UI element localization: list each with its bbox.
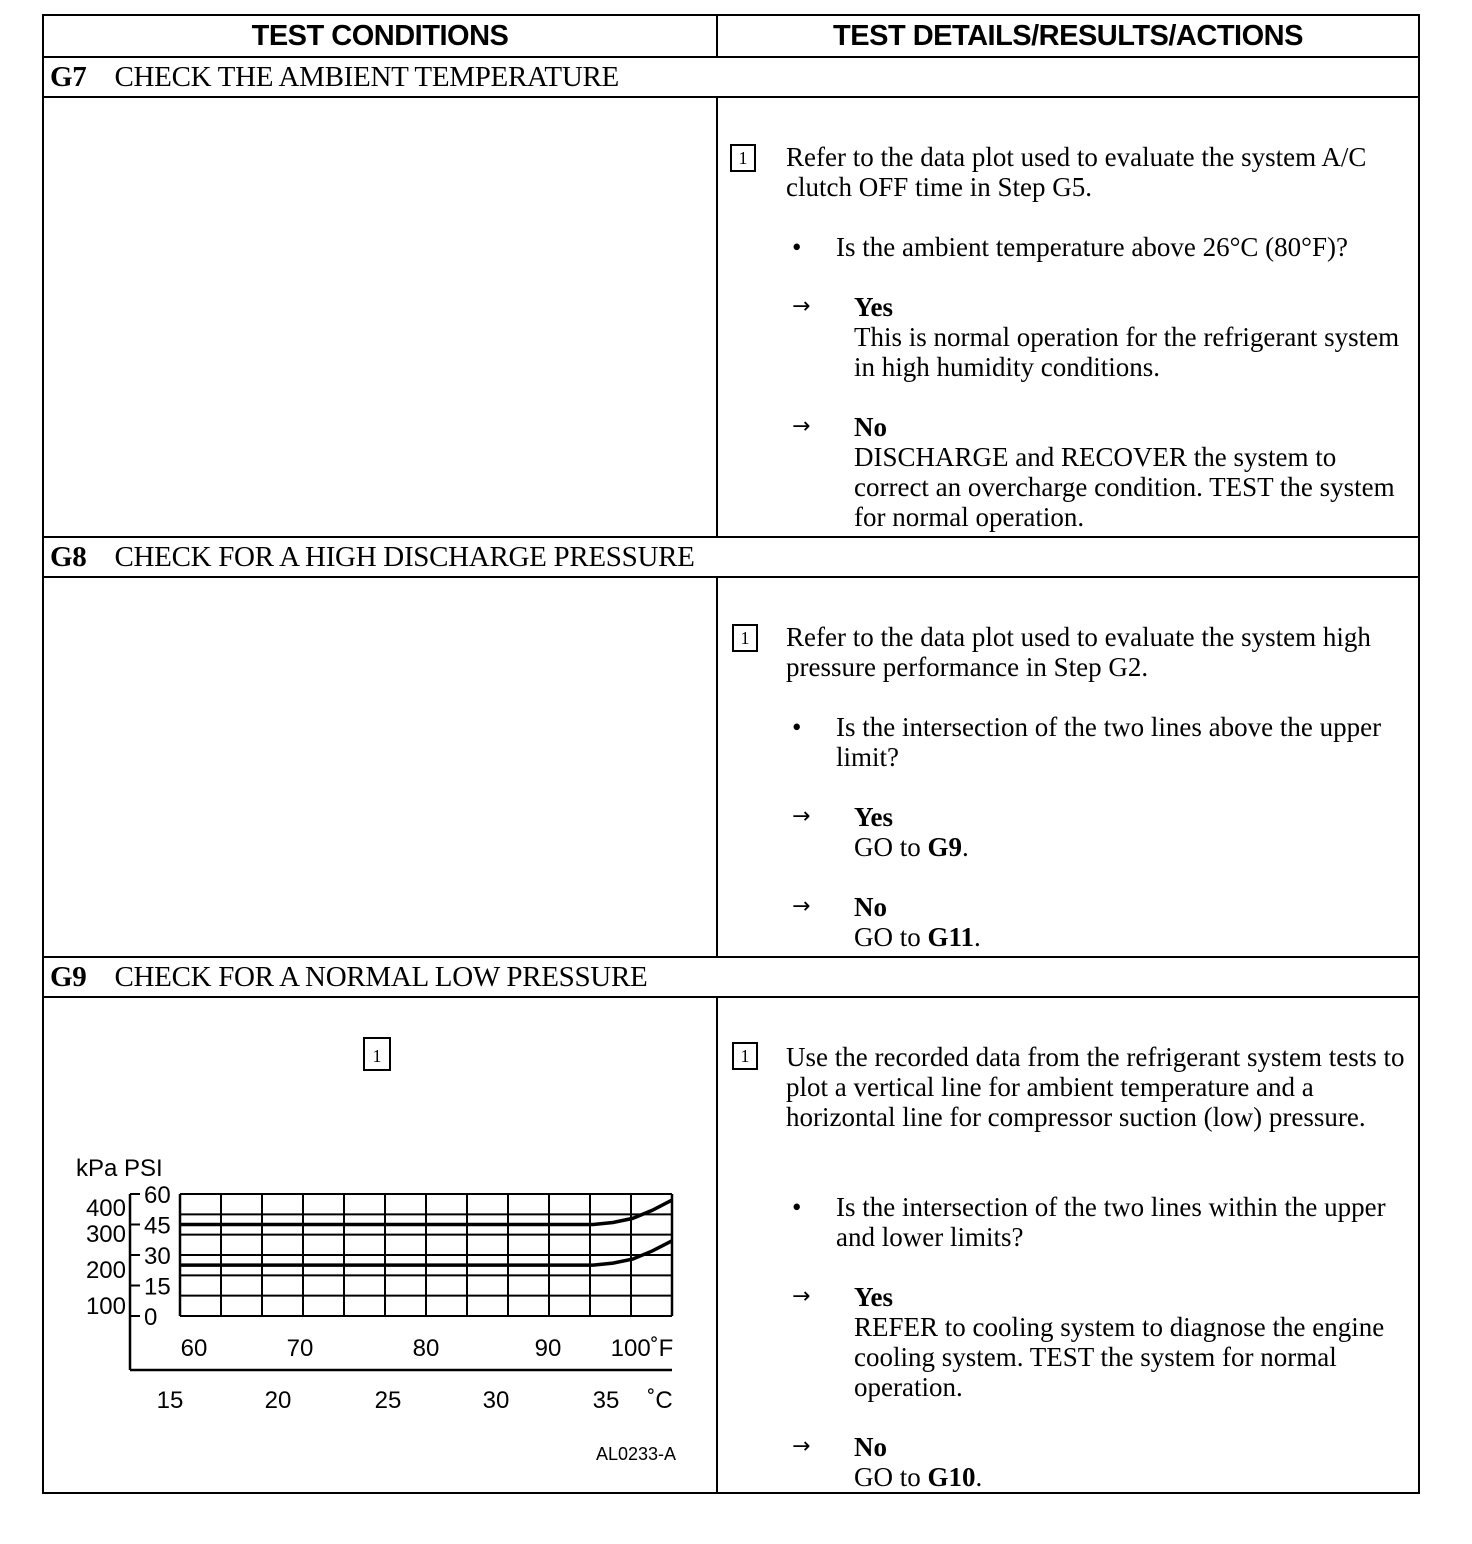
celsius-tick-label: ˚C <box>647 1387 673 1414</box>
fahrenheit-tick-label: 60 <box>180 1335 208 1362</box>
step-header-g7 <box>43 57 1419 97</box>
test-details-cell-g9 <box>717 997 1419 1493</box>
diagnostic-table <box>42 14 1420 1494</box>
answer-text <box>854 922 1414 952</box>
answer-label: Yes <box>854 1282 893 1312</box>
arrow-right-icon: → <box>792 294 811 319</box>
answer-label: No <box>854 892 887 922</box>
test-details-cell-g7 <box>717 97 1419 537</box>
test-conditions-cell-g7 <box>43 97 717 537</box>
step-title: CHECK FOR A HIGH DISCHARGE PRESSURE <box>114 540 695 573</box>
step-id: G7 <box>50 60 87 93</box>
answer-label: Yes <box>854 802 893 832</box>
answer-suffix: . <box>974 922 981 952</box>
kpa-tick-label: 100 <box>85 1293 126 1320</box>
go-to-step-ref: G11 <box>927 922 975 952</box>
answer-text: REFER to cooling system to diagnose the engine cooling system. TEST the system for normal operation. <box>854 1312 1385 1402</box>
answer-text: This is normal operation for the refrigerant system in high humidity conditions. <box>854 322 1400 382</box>
arrow-right-icon: → <box>792 804 811 829</box>
answer-text <box>854 1462 1414 1492</box>
instruction-text: Refer to the data plot used to evaluate the system A/C clutch OFF time in Step G5. <box>786 142 1367 202</box>
kpa-tick-label: 400 <box>85 1195 126 1222</box>
question-text: Is the ambient temperature above 26°C (80°F)? <box>836 232 1348 262</box>
celsius-tick-label: 15 <box>156 1387 184 1414</box>
answer-suffix: . <box>962 832 969 862</box>
step-number-box: 1 <box>732 624 758 652</box>
answer-suffix: . <box>975 1462 983 1492</box>
answer-label: No <box>854 1432 887 1462</box>
unit-labels: kPa PSI <box>76 1155 163 1182</box>
low-pressure-chart <box>44 998 718 1492</box>
arrow-right-icon: → <box>792 1284 811 1309</box>
step-number-box: 1 <box>732 1042 758 1070</box>
step-id: G9 <box>50 960 87 993</box>
chart-grid <box>130 1194 672 1370</box>
arrow-right-icon: → <box>792 1434 811 1459</box>
psi-tick-label: 0 <box>144 1304 158 1331</box>
bullet-icon: • <box>792 1192 802 1222</box>
question-text: Is the intersection of the two lines within the upper and lower limits? <box>836 1192 1386 1252</box>
test-conditions-cell-g8 <box>43 577 717 957</box>
go-to-step-ref: G9 <box>927 832 963 862</box>
column-header-test-details: TEST DETAILS/RESULTS/ACTIONS <box>717 15 1419 57</box>
psi-tick-label: 60 <box>144 1182 171 1209</box>
step-header-g9 <box>43 957 1419 997</box>
answer-label: Yes <box>854 292 893 322</box>
fahrenheit-tick-label: 80 <box>412 1335 440 1362</box>
fahrenheit-tick-label: 100˚F <box>610 1335 674 1362</box>
step-header-g8 <box>43 537 1419 577</box>
kpa-tick-label: 200 <box>85 1257 126 1284</box>
bullet-icon: • <box>792 232 802 262</box>
celsius-tick-label: 30 <box>482 1387 510 1414</box>
answer-prefix: GO to <box>854 1462 928 1492</box>
test-details-cell-g8 <box>717 577 1419 957</box>
step-title: CHECK THE AMBIENT TEMPERATURE <box>114 60 619 93</box>
instruction-text: Use the recorded data from the refrigerant system tests to plot a vertical line for ambient temperature and a horizontal line for compressor suction (low) pressure. <box>786 1042 1405 1132</box>
psi-tick-label: 30 <box>144 1243 171 1270</box>
step-id: G8 <box>50 540 87 573</box>
psi-tick-label: 45 <box>144 1212 171 1240</box>
fahrenheit-tick-label: 70 <box>286 1335 314 1362</box>
column-header-test-conditions: TEST CONDITIONS <box>43 15 717 57</box>
instruction-text: Refer to the data plot used to evaluate the system high pressure performance in Step G2. <box>786 622 1371 682</box>
answer-prefix: GO to <box>854 922 928 952</box>
answer-prefix: GO to <box>854 832 928 862</box>
go-to-step-ref: G10 <box>927 1462 976 1492</box>
answer-label: No <box>854 412 887 442</box>
test-conditions-cell-g9 <box>43 997 717 1493</box>
answer-text: DISCHARGE and RECOVER the system to correct an overcharge condition. TEST the system for normal operation. <box>854 442 1395 532</box>
step-number-box: 1 <box>730 144 756 172</box>
celsius-tick-label: 20 <box>264 1387 292 1414</box>
psi-tick-label: 15 <box>144 1273 171 1301</box>
answer-text <box>854 832 1414 862</box>
bullet-icon: • <box>792 712 802 742</box>
diagnostic-table-page <box>42 14 1418 1494</box>
chart-callout-number: 1 <box>372 1046 382 1066</box>
pressure-chart-area <box>44 998 716 1492</box>
step-title: CHECK FOR A NORMAL LOW PRESSURE <box>114 960 648 993</box>
celsius-tick-label: 25 <box>374 1387 402 1414</box>
arrow-right-icon: → <box>792 414 811 439</box>
fahrenheit-tick-label: 90 <box>534 1335 562 1362</box>
kpa-tick-label: 300 <box>85 1221 126 1248</box>
question-text: Is the intersection of the two lines above the upper limit? <box>836 712 1382 772</box>
arrow-right-icon: → <box>792 894 811 919</box>
chart-ticks <box>86 1182 673 1414</box>
celsius-tick-label: 35 <box>592 1387 620 1414</box>
figure-code: AL0233-A <box>595 1444 676 1464</box>
